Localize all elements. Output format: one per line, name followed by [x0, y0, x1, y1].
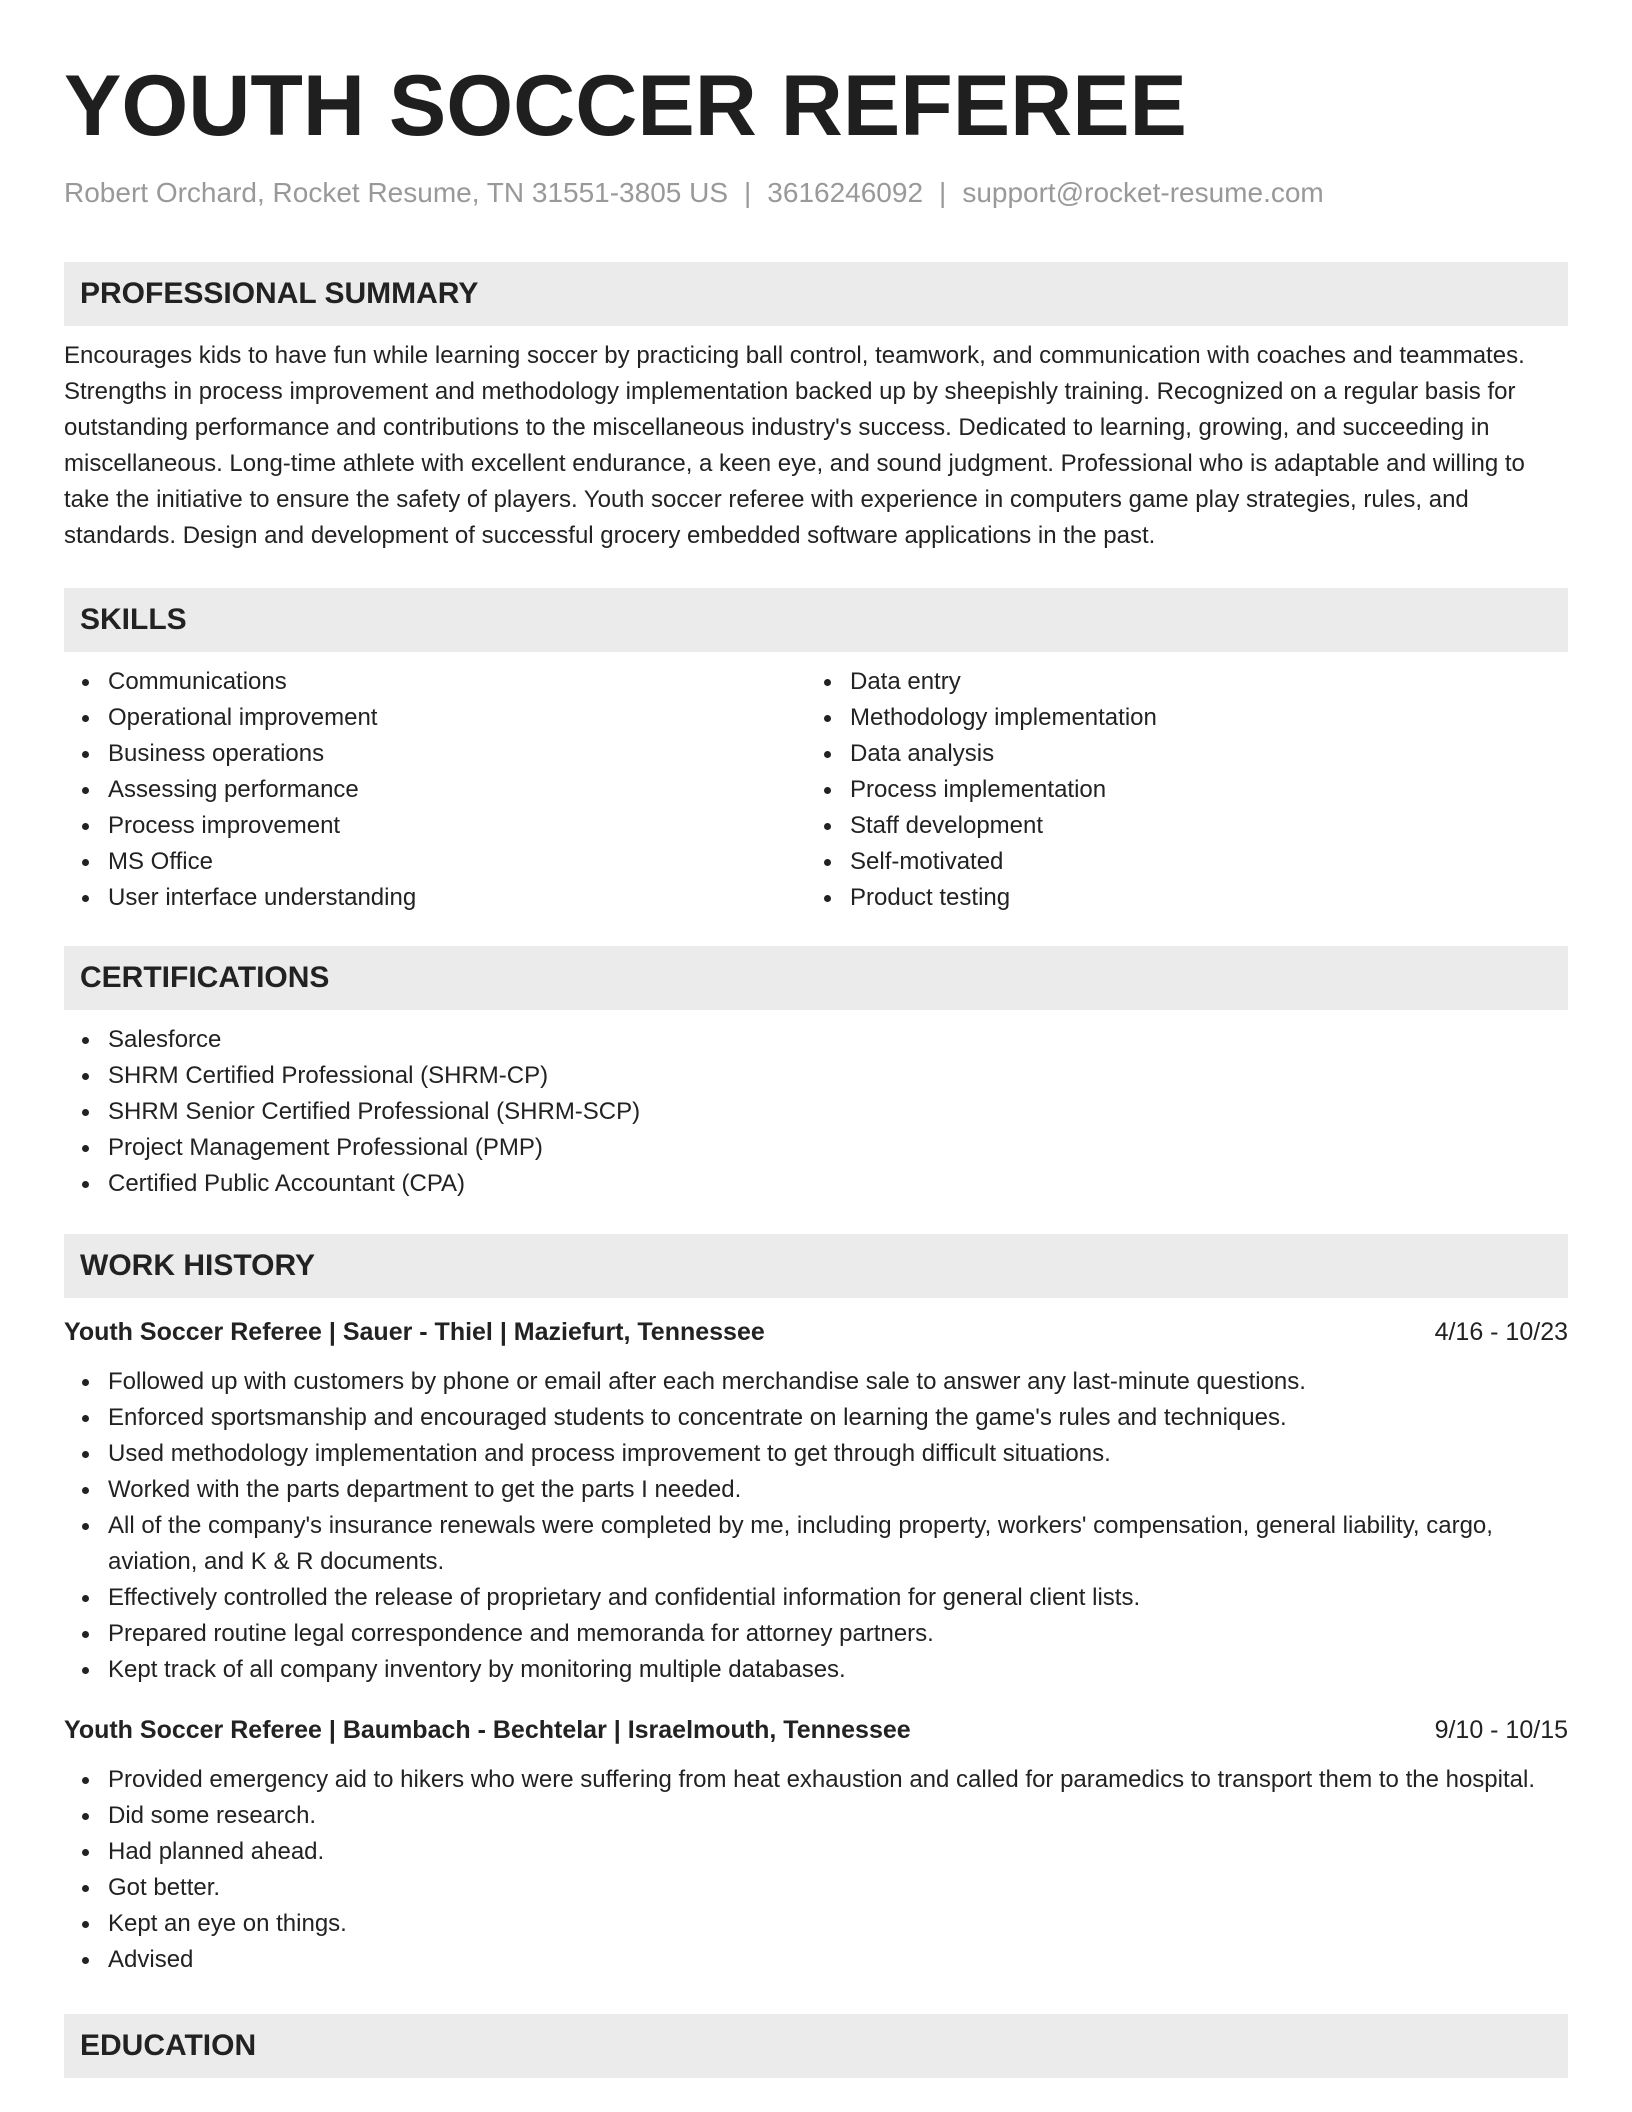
job-bullet: Followed up with customers by phone or email after each merchandise sale to answer any last-minute questions. [108, 1364, 1568, 1400]
skills-column-right [806, 664, 1548, 916]
job-bullet: Had planned ahead. [108, 1834, 1568, 1870]
job-bullet: Enforced sportsmanship and encouraged students to concentrate on learning the game's rules and techniques. [108, 1400, 1568, 1436]
skills-list [64, 664, 1568, 916]
contact-line [64, 176, 1568, 210]
job-bullets [64, 1364, 1568, 1688]
skill-item: Product testing [850, 880, 1548, 916]
skill-item: Assessing performance [108, 772, 806, 808]
job-title: Youth Soccer Referee | Baumbach - Bechtelar | Israelmouth, Tennessee [64, 1716, 911, 1744]
certifications-list [64, 1022, 1568, 1202]
certification-item: Project Management Professional (PMP) [108, 1130, 1568, 1166]
section-heading-skills: SKILLS [64, 588, 1568, 652]
job-bullet: Kept an eye on things. [108, 1906, 1568, 1942]
skill-item: Business operations [108, 736, 806, 772]
job-bullet: Kept track of all company inventory by monitoring multiple databases. [108, 1652, 1568, 1688]
skill-item: Methodology implementation [850, 700, 1548, 736]
certification-item: SHRM Senior Certified Professional (SHRM-SCP) [108, 1094, 1568, 1130]
job-header [64, 1712, 1568, 1748]
skills-column-left [64, 664, 806, 916]
resume-title: YOUTH SOCCER REFEREE [64, 58, 1187, 154]
contact-phone: 3616246092 [767, 177, 924, 208]
section-heading-summary: PROFESSIONAL SUMMARY [64, 262, 1568, 326]
skill-item: Data analysis [850, 736, 1548, 772]
job-bullet: All of the company's insurance renewals were completed by me, including property, workers' compensation, general liability, cargo, aviation, and K & R documents. [108, 1508, 1568, 1580]
contact-separator: | [939, 177, 947, 208]
skill-item: Communications [108, 664, 806, 700]
job-bullet: Worked with the parts department to get the parts I needed. [108, 1472, 1568, 1508]
skill-item: Operational improvement [108, 700, 806, 736]
resume-page [64, 0, 1568, 2078]
job-dates: 4/16 - 10/23 [1434, 1318, 1568, 1346]
job-bullet: Prepared routine legal correspondence and memoranda for attorney partners. [108, 1616, 1568, 1652]
job-bullets [64, 1762, 1568, 1978]
certification-item: Certified Public Accountant (CPA) [108, 1166, 1568, 1202]
skill-item: Self-motivated [850, 844, 1548, 880]
section-heading-certifications: CERTIFICATIONS [64, 946, 1568, 1010]
job-bullet: Used methodology implementation and process improvement to get through difficult situations. [108, 1436, 1568, 1472]
certification-item: SHRM Certified Professional (SHRM-CP) [108, 1058, 1568, 1094]
job-entry [64, 1712, 1568, 1978]
certification-item: Salesforce [108, 1022, 1568, 1058]
job-bullet: Got better. [108, 1870, 1568, 1906]
skill-item: MS Office [108, 844, 806, 880]
section-heading-work-history: WORK HISTORY [64, 1234, 1568, 1298]
skill-item: Staff development [850, 808, 1548, 844]
skill-item: Data entry [850, 664, 1548, 700]
skill-item: User interface understanding [108, 880, 806, 916]
job-bullet: Effectively controlled the release of proprietary and confidential information for general client lists. [108, 1580, 1568, 1616]
job-header [64, 1314, 1568, 1350]
contact-email: support@rocket-resume.com [962, 177, 1324, 208]
job-title: Youth Soccer Referee | Sauer - Thiel | Maziefurt, Tennessee [64, 1318, 765, 1346]
summary-text: Encourages kids to have fun while learning soccer by practicing ball control, teamwork, and communication with coaches and teammates. Strengths in process improvement and methodology implementation backed up by sheepishly training. Recognized on a regular basis for outstanding performance and contributions to the miscellaneous industry's success. Dedicated to learning, growing, and succeeding in miscellaneous. Long-time athlete with excellent endurance, a keen eye, and sound judgment. Professional who is adaptable and willing to take the initiative to ensure the safety of players. Youth soccer referee with experience in computers game play strategies, rules, and standards. Design and development of successful grocery embedded software applications in the past. [64, 342, 1525, 549]
job-bullet: Advised [108, 1942, 1568, 1978]
job-dates: 9/10 - 10/15 [1434, 1716, 1568, 1744]
skill-item: Process implementation [850, 772, 1548, 808]
section-heading-education: EDUCATION [64, 2014, 1568, 2078]
job-bullet: Provided emergency aid to hikers who were suffering from heat exhaustion and called for paramedics to transport them to the hospital. [108, 1762, 1568, 1798]
job-bullet: Did some research. [108, 1798, 1568, 1834]
contact-address: Robert Orchard, Rocket Resume, TN 31551-3805 US [64, 177, 729, 208]
contact-separator: | [744, 177, 752, 208]
skill-item: Process improvement [108, 808, 806, 844]
job-entry [64, 1314, 1568, 1688]
